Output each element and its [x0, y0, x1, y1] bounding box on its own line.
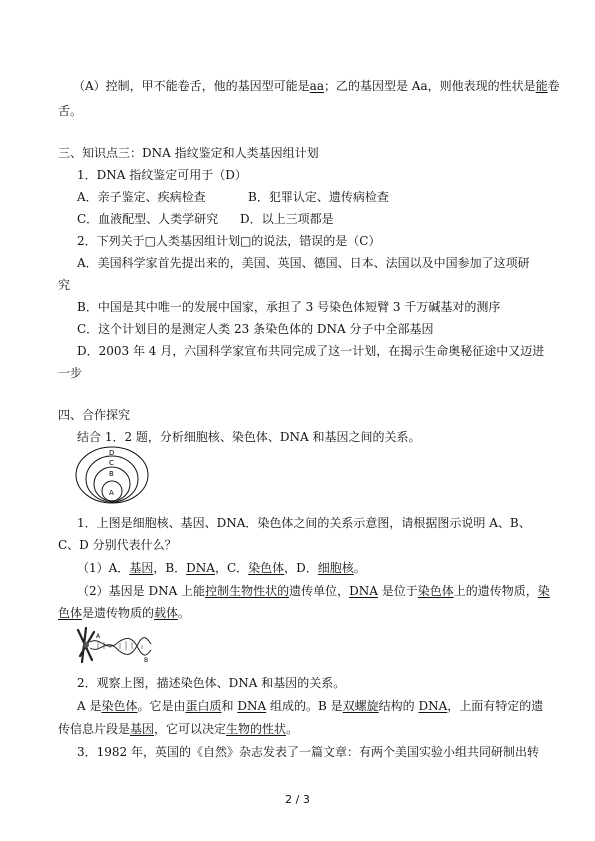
fig1-label-a: A	[109, 489, 114, 497]
answer: 基因	[130, 722, 155, 736]
answer: 载体	[154, 606, 179, 620]
text: ；乙的基因型是 Aa，则他表现的性状是	[323, 79, 536, 93]
option-3-2-d-line1: D．2003 年 4 月，六国科学家宣布共同完成了这一计划，在揭示生命奥秘征途中又迈进	[77, 344, 545, 358]
answer: DNA	[418, 699, 448, 713]
question-4-1-line2: C、D 分别代表什么？	[58, 538, 177, 552]
text: ，C．	[214, 561, 249, 575]
answer: 染色体	[417, 584, 454, 598]
text: 是位于	[377, 584, 418, 598]
fig1-label-d: D	[109, 449, 115, 457]
answer-4-1-2-line1	[77, 584, 550, 598]
answer-dna: DNA	[186, 561, 215, 575]
question-3-1: 1．DNA 指纹鉴定可用于（D）	[77, 168, 247, 182]
text: ，B．	[153, 561, 187, 575]
question-4-2: 2．观察上图，描述染色体、DNA 和基因的关系。	[77, 676, 346, 690]
question-4-1-line1: 1．上图是细胞核、基因、DNA．染色体之间的关系示意图，请根据图示说明 A、B、	[77, 516, 531, 530]
text: 卷	[547, 79, 560, 93]
answer-4-2-line1	[77, 699, 543, 713]
section-4-intro: 结合 1．2 题，分析细胞核、染色体、DNA 和基因之间的关系。	[77, 430, 421, 444]
option-3-1-a: A．亲子鉴定、疾病检查	[77, 190, 206, 204]
option-3-2-c: C．这个计划目的是测定人类 23 条染色体的 DNA 分子中全部基因	[77, 322, 434, 336]
text: 。	[353, 561, 366, 575]
text: 组成的。B 是	[266, 699, 343, 713]
para-genotype-line1	[73, 79, 560, 93]
option-3-2-a-line2: 究	[58, 278, 71, 292]
fig1-label-b: B	[109, 470, 114, 478]
answer: 蛋白质	[185, 699, 222, 713]
fig2-label-b: B	[144, 657, 149, 664]
question-3-2: 2．下列关于□人类基因组计划□的说法，错误的是（C）	[77, 234, 381, 248]
text: 传信息片段是	[58, 722, 131, 736]
answer-4-2-line2	[58, 722, 298, 736]
fig1-label-c: C	[109, 459, 114, 467]
answer-nucleus: 细胞核	[317, 561, 354, 575]
text: 。	[178, 606, 191, 620]
text: ，它可以决定	[154, 722, 227, 736]
answer-4-1-1	[77, 561, 366, 575]
text: 舌。	[58, 104, 83, 118]
answer-neng: 能	[535, 79, 548, 93]
nested-circles-figure	[74, 445, 150, 505]
answer: 控制生物性状的	[205, 584, 290, 598]
page-number: 2 / 3	[285, 793, 310, 806]
fig2-label-a: A	[96, 633, 101, 640]
chromosome-dna-figure	[74, 626, 152, 666]
text: 。	[286, 722, 299, 736]
option-3-2-d-line2: 一步	[58, 366, 83, 380]
answer: 双螺旋	[342, 699, 379, 713]
option-3-2-b: B．中国是其中唯一的发展中国家，承担了 3 号染色体短臂 3 千万碱基对的测序	[77, 300, 501, 314]
option-3-1-c: C．血液配型、人类学研究	[77, 212, 219, 226]
text: 和	[221, 699, 238, 713]
text: ，D．	[284, 561, 318, 575]
text: （2）基因是 DNA 上能	[77, 584, 206, 598]
answer: 色体	[58, 606, 83, 620]
text: 是遗传物质的	[82, 606, 155, 620]
answer: DNA	[237, 699, 267, 713]
option-3-1-d: D．以上三项都是	[240, 212, 334, 226]
option-3-1-b: B．犯罪认定、遗传病检查	[248, 190, 389, 204]
option-3-2-a-line1: A．美国科学家首先提出来的，美国、英国、德国、日本、法国以及中国参加了这项研	[77, 256, 530, 270]
section-3-heading: 三、知识点三：DNA 指纹鉴定和人类基因组计划	[58, 146, 319, 160]
text: 遗传单位，	[289, 584, 350, 598]
text: （1）A．	[77, 561, 130, 575]
text: 。它是由	[137, 699, 186, 713]
answer-4-1-2-line2	[58, 606, 190, 620]
question-4-3: 3．1982 年，英国的《自然》杂志发表了一篇文章：有两个美国实验小组共同研制出转	[77, 745, 539, 759]
answer: DNA	[349, 584, 378, 598]
answer: 染色体	[101, 699, 138, 713]
answer: 生物的性状	[226, 722, 287, 736]
text: A 是	[77, 699, 102, 713]
text: ，上面有特定的遗	[447, 699, 544, 713]
text: （A）控制，甲不能卷舌，他的基因型可能是	[73, 79, 310, 93]
text: 结构的	[378, 699, 419, 713]
answer: 染	[537, 584, 550, 598]
section-4-heading: 四、合作探究	[58, 408, 131, 422]
answer-chromosome: 染色体	[248, 561, 285, 575]
answer-aa: aa	[309, 79, 324, 93]
para-genotype-line2	[58, 104, 82, 118]
answer-gene: 基因	[129, 561, 154, 575]
text: 上的遗传物质，	[453, 584, 538, 598]
